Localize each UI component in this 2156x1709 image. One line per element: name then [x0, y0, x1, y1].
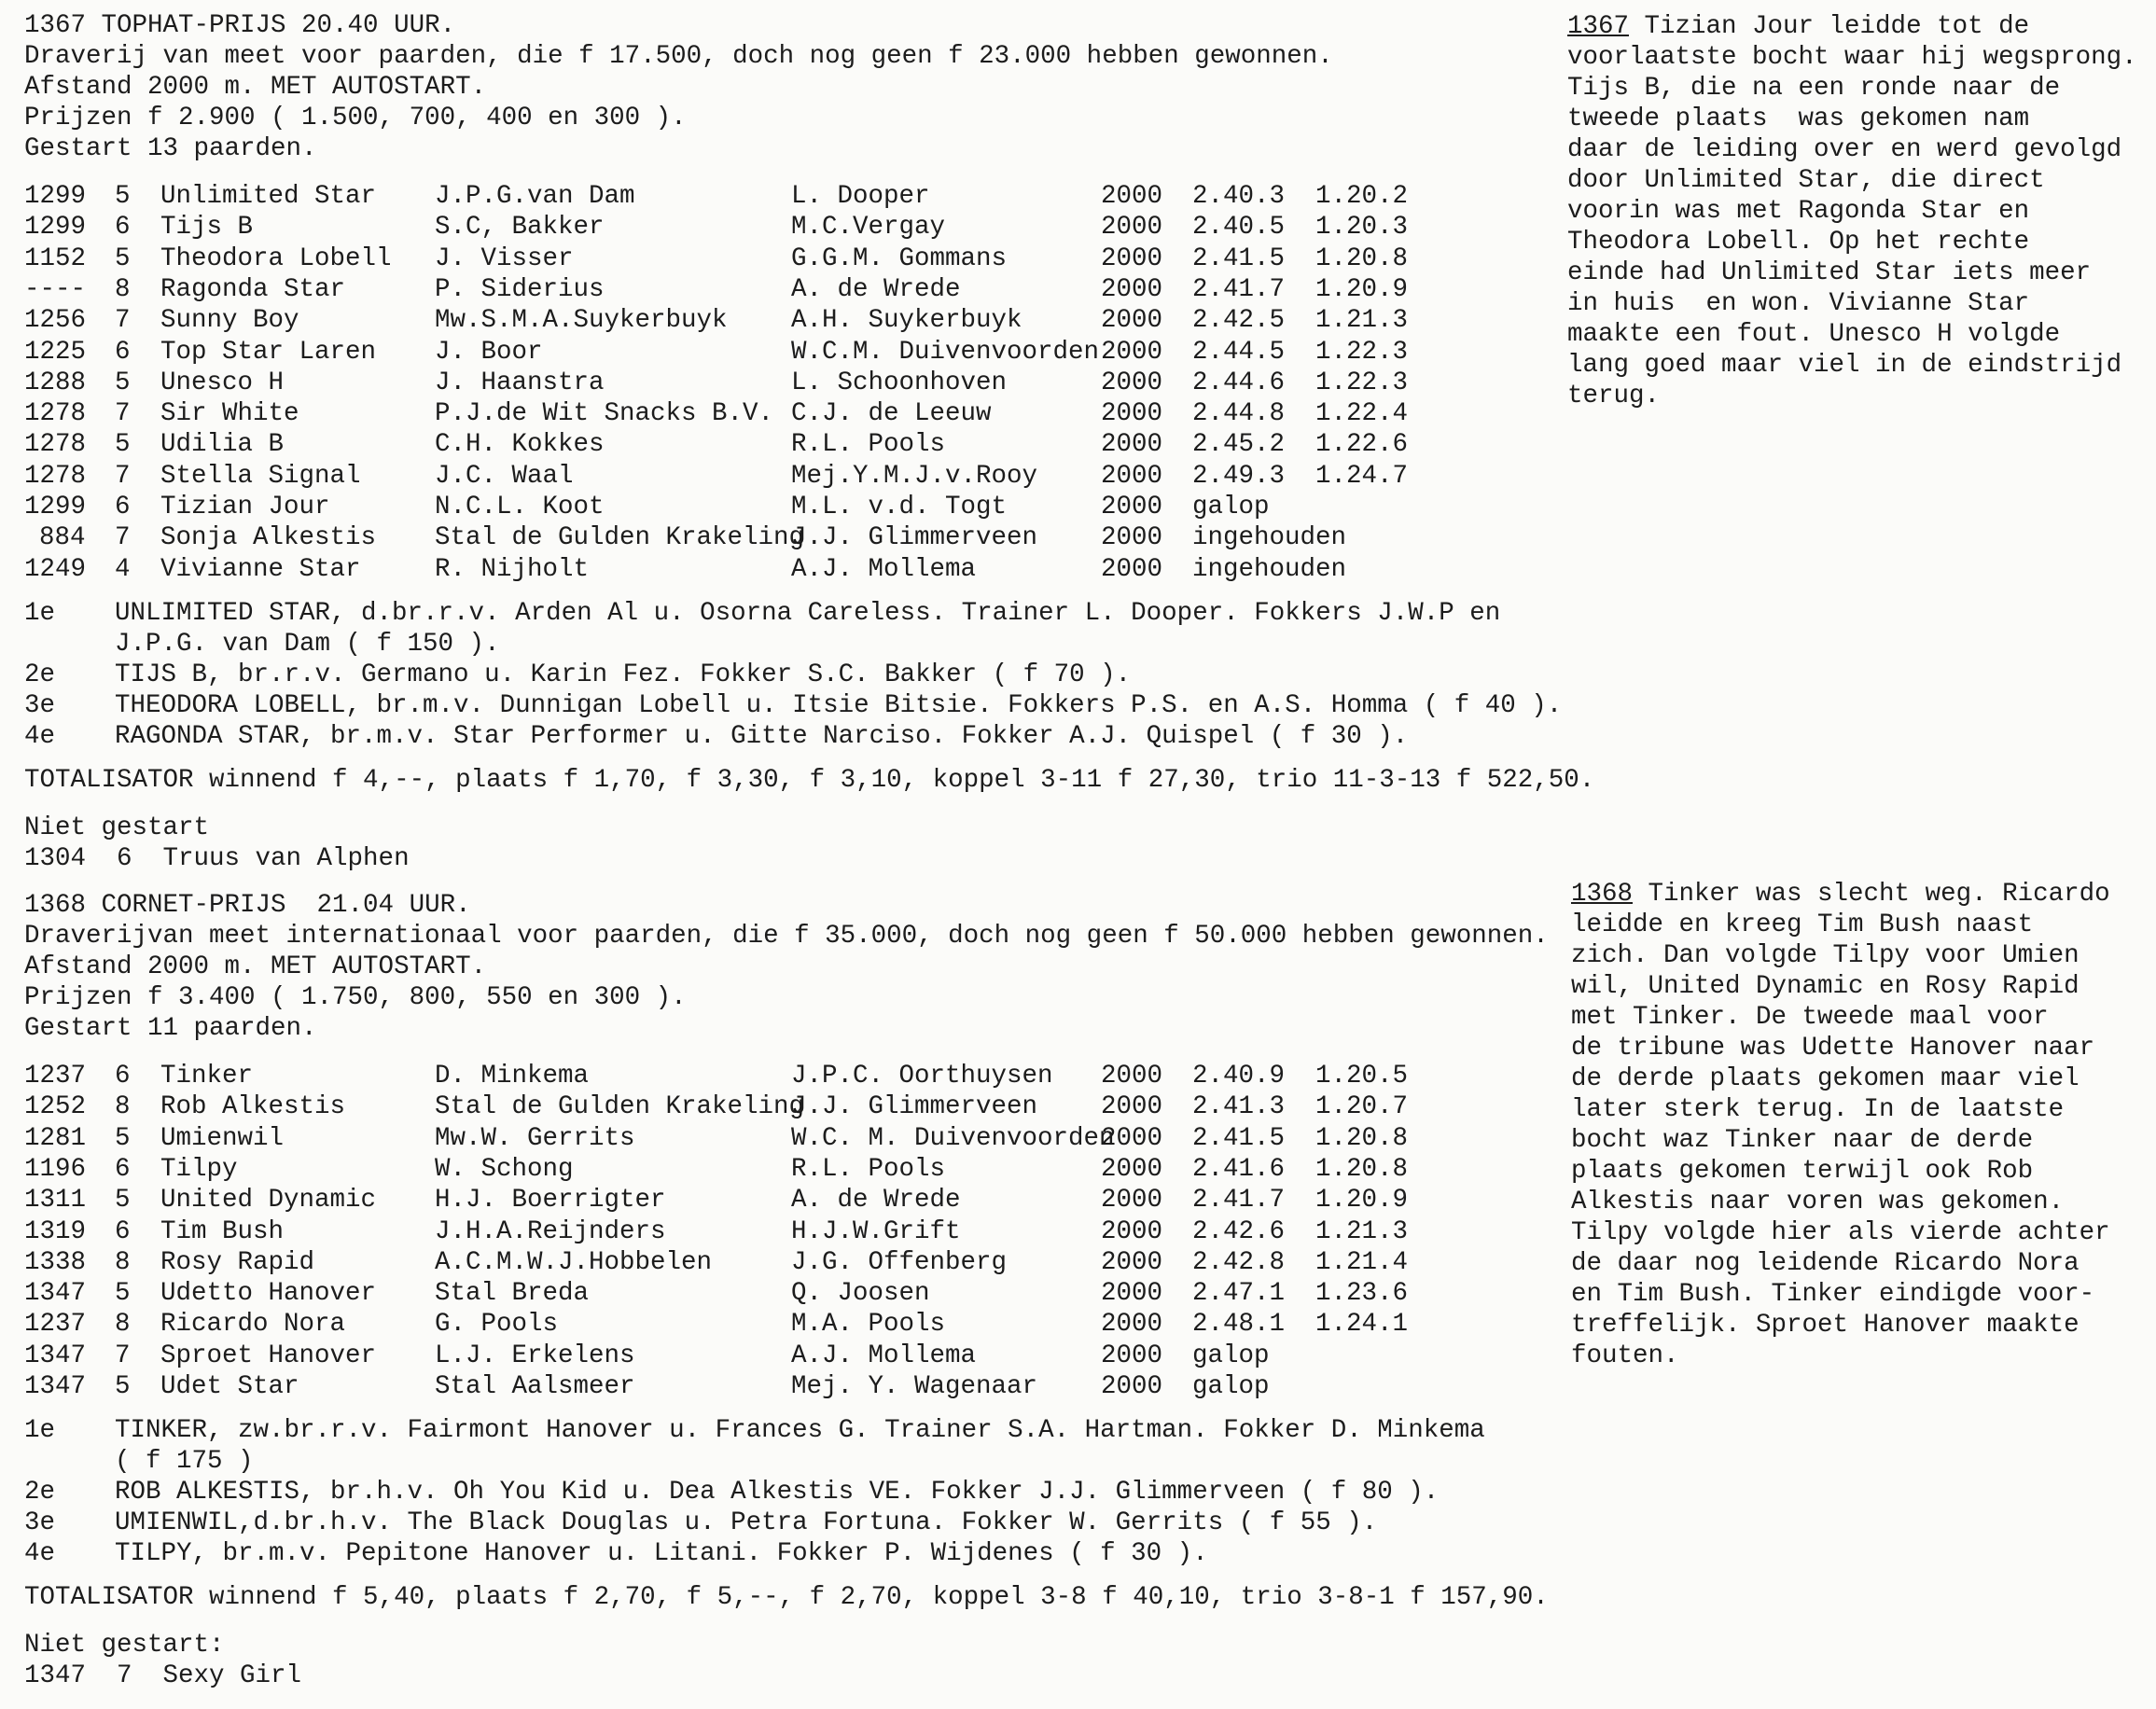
race2-km-time: 1.20.8	[1315, 1123, 1409, 1153]
race2-horse-name: Umienwil	[160, 1123, 285, 1153]
race1-entry-number: 1225	[24, 337, 87, 367]
race1-km-time: 1.22.3	[1315, 368, 1409, 397]
race1-distance: 2000	[1101, 554, 1163, 584]
race2-entry-number: 1347	[24, 1341, 87, 1370]
race2-time: 2.40.9	[1192, 1062, 1286, 1091]
race2-horse-name: Rosy Rapid	[160, 1247, 315, 1277]
race2-owner: Mw.W. Gerrits	[435, 1123, 635, 1153]
race2-placing-label: 4e	[24, 1539, 56, 1569]
race2-age: 8	[115, 1310, 131, 1340]
race1-placing-text: TIJS B, br.r.v. Germano u. Karin Fez. Fokker S.C. Bakker ( f 70 ).	[115, 660, 1132, 689]
race1-distance: 2000	[1101, 430, 1163, 460]
race1-driver: Mej.Y.M.J.v.Rooy	[791, 461, 1038, 491]
race2-placing-text: ( f 175 )	[115, 1447, 254, 1477]
race1-placing-label: 3e	[24, 690, 56, 720]
race2-age: 5	[115, 1186, 131, 1216]
race2-km-time: 1.20.5	[1315, 1062, 1409, 1091]
race1-driver: J.J. Glimmerveen	[791, 523, 1038, 553]
race2-distance: 2000	[1101, 1186, 1163, 1216]
race1-age: 5	[115, 430, 131, 460]
race2-age: 5	[115, 1279, 131, 1309]
race2-header-line: 1368 CORNET-PRIJS 21.04 UUR.	[24, 891, 471, 920]
race1-driver: C.J. de Leeuw	[791, 399, 992, 429]
race1-distance: 2000	[1101, 182, 1163, 211]
race2-km-time: 1.20.8	[1315, 1154, 1409, 1184]
race1-horse-name: Theodora Lobell	[160, 243, 392, 273]
race1-horse-name: Tizian Jour	[160, 493, 330, 521]
race2-distance: 2000	[1101, 1247, 1163, 1277]
race1-owner: S.C, Bakker	[435, 213, 605, 243]
race1-header-line: Afstand 2000 m. MET AUTOSTART.	[24, 73, 487, 102]
race1-owner: J.C. Waal	[435, 461, 574, 491]
race2-distance: 2000	[1101, 1123, 1163, 1153]
race2-time: galop	[1192, 1341, 1270, 1370]
race2-horse-name: Udetto Hanover	[160, 1279, 377, 1309]
race1-horse-name: Sir White	[160, 399, 299, 429]
race1-driver: G.G.M. Gommans	[791, 243, 1008, 273]
race2-distance: 2000	[1101, 1372, 1163, 1401]
race2-entry-number: 1237	[24, 1310, 87, 1340]
race1-driver: L. Dooper	[791, 182, 930, 211]
race2-owner: G. Pools	[435, 1310, 559, 1340]
race2-placing-label: 3e	[24, 1508, 56, 1538]
race2-time: 2.42.8	[1192, 1247, 1286, 1277]
race2-placing-text: ROB ALKESTIS, br.h.v. Oh You Kid u. Dea Alkestis VE. Fokker J.J. Glimmerveen ( f 80 ).	[115, 1478, 1440, 1508]
race1-horse-name: Ragonda Star	[160, 274, 346, 304]
race2-horse-name: Tilpy	[160, 1154, 238, 1184]
race2-time: 2.47.1	[1192, 1279, 1286, 1309]
race1-age: 6	[115, 337, 131, 367]
race2-header-line: Prijzen f 3.400 ( 1.750, 800, 550 en 300 ).	[24, 983, 687, 1012]
race1-horse-name: Sonja Alkestis	[160, 523, 377, 553]
race1-header-line: Prijzen f 2.900 ( 1.500, 700, 400 en 300 ).	[24, 104, 687, 132]
race2-owner: W. Schong	[435, 1154, 574, 1184]
race1-distance: 2000	[1101, 337, 1163, 367]
race2-commentary	[1571, 879, 2110, 1371]
race1-age: 7	[115, 399, 131, 429]
race2-distance: 2000	[1101, 1310, 1163, 1340]
race2-horse-name: United Dynamic	[160, 1186, 377, 1216]
race1-driver: R.L. Pools	[791, 430, 946, 460]
race1-horse-name: Stella Signal	[160, 461, 361, 491]
race2-age: 6	[115, 1062, 131, 1091]
race1-header-line: Draverij van meet voor paarden, die f 17.500, doch nog geen f 23.000 hebben gewonnen.	[24, 42, 1333, 71]
race1-commentary	[1567, 11, 2137, 411]
race2-km-time: 1.20.7	[1315, 1092, 1409, 1122]
race1-driver: M.C.Vergay	[791, 213, 946, 243]
race2-not-started: 1347 7 Sexy Girl	[24, 1661, 302, 1691]
race1-totalisator: TOTALISATOR winnend f 4,--, plaats f 1,70, f 3,30, f 3,10, koppel 3-11 f 27,30, trio 11-3-13 f 522,50.	[24, 765, 1595, 795]
race1-age: 7	[115, 306, 131, 336]
race2-age: 6	[115, 1216, 131, 1246]
race2-placing-label: 1e	[24, 1416, 56, 1446]
race1-age: 5	[115, 368, 131, 397]
race1-header-line: Gestart 13 paarden.	[24, 134, 317, 163]
race1-distance: 2000	[1101, 493, 1163, 521]
race1-driver: A. de Wrede	[791, 274, 961, 304]
race1-time: 2.44.5	[1192, 337, 1286, 367]
race1-horse-name: Udilia B	[160, 430, 285, 460]
race1-km-time: 1.20.3	[1315, 213, 1409, 243]
race2-entry-number: 1347	[24, 1279, 87, 1309]
race1-age: 6	[115, 213, 131, 243]
race2-owner: Stal Breda	[435, 1279, 590, 1309]
race1-owner: P.J.de Wit Snacks B.V.	[435, 399, 774, 429]
race1-distance: 2000	[1101, 213, 1163, 243]
race1-time: galop	[1192, 493, 1270, 521]
race1-owner: J. Haanstra	[435, 368, 605, 397]
race1-age: 6	[115, 493, 131, 521]
race2-distance: 2000	[1101, 1092, 1163, 1122]
race2-driver: H.J.W.Grift	[791, 1216, 961, 1246]
race2-owner: Stal de Gulden Krakeling	[435, 1092, 805, 1122]
race2-age: 5	[115, 1123, 131, 1153]
race1-distance: 2000	[1101, 523, 1163, 553]
race1-km-time: 1.22.3	[1315, 337, 1409, 367]
race2-owner: L.J. Erkelens	[435, 1341, 635, 1370]
race1-driver: A.J. Mollema	[791, 554, 977, 584]
race2-km-time: 1.23.6	[1315, 1279, 1409, 1309]
race2-km-time: 1.20.9	[1315, 1186, 1409, 1216]
race2-owner: Stal Aalsmeer	[435, 1372, 635, 1401]
race2-time: 2.41.5	[1192, 1123, 1286, 1153]
race1-owner: J.P.G.van Dam	[435, 182, 635, 211]
race2-age: 7	[115, 1341, 131, 1370]
race2-age: 8	[115, 1247, 131, 1277]
race1-owner: Mw.S.M.A.Suykerbuyk	[435, 306, 728, 336]
race2-entry-number: 1252	[24, 1092, 87, 1122]
race2-driver: J.P.C. Oorthuysen	[791, 1062, 1053, 1091]
race1-entry-number: ----	[24, 274, 87, 304]
race1-owner: J. Boor	[435, 337, 543, 367]
race2-owner: D. Minkema	[435, 1062, 590, 1091]
race1-time: 2.41.5	[1192, 243, 1286, 273]
race1-placing-label: 2e	[24, 660, 56, 689]
race1-entry-number: 1249	[24, 554, 87, 584]
race1-entry-number: 1256	[24, 306, 87, 336]
race2-horse-name: Sproet Hanover	[160, 1341, 377, 1370]
race2-age: 6	[115, 1154, 131, 1184]
race1-age: 7	[115, 461, 131, 491]
race2-totalisator: TOTALISATOR winnend f 5,40, plaats f 2,70, f 5,--, f 2,70, koppel 3-8 f 40,10, trio 3-8-1 f 157,90.	[24, 1583, 1549, 1613]
race1-horse-name: Unesco H	[160, 368, 285, 397]
race1-time: 2.45.2	[1192, 430, 1286, 460]
race1-time: 2.44.8	[1192, 399, 1286, 429]
race2-header-line: Afstand 2000 m. MET AUTOSTART.	[24, 952, 487, 981]
race1-time: 2.49.3	[1192, 461, 1286, 491]
race1-entry-number: 884	[39, 523, 86, 553]
race1-entry-number: 1278	[24, 399, 87, 429]
race1-km-time: 1.20.9	[1315, 274, 1409, 304]
race1-owner: R. Nijholt	[435, 554, 590, 584]
race2-owner: J.H.A.Reijnders	[435, 1216, 666, 1246]
race1-km-time: 1.21.3	[1315, 306, 1409, 336]
race1-age: 8	[115, 274, 131, 304]
race1-entry-number: 1152	[24, 243, 87, 273]
race2-driver: W.C. M. Duivenvoorden	[791, 1123, 1115, 1153]
race1-km-time: 1.22.4	[1315, 399, 1409, 429]
race2-entry-number: 1311	[24, 1186, 87, 1216]
race1-distance: 2000	[1101, 368, 1163, 397]
race2-time: 2.41.3	[1192, 1092, 1286, 1122]
race2-distance: 2000	[1101, 1341, 1163, 1370]
race1-placing-text: UNLIMITED STAR, d.br.r.v. Arden Al u. Osorna Careless. Trainer L. Dooper. Fokkers J.W.P en	[115, 598, 1501, 628]
race1-header-line: 1367 TOPHAT-PRIJS 20.40 UUR.	[24, 11, 456, 40]
race1-km-time: 1.24.7	[1315, 461, 1409, 491]
race1-distance: 2000	[1101, 461, 1163, 491]
race1-km-time: 1.20.2	[1315, 182, 1409, 211]
race1-commentary-number: 1367	[1567, 12, 1630, 41]
race2-driver: Q. Joosen	[791, 1279, 930, 1309]
race2-entry-number: 1347	[24, 1372, 87, 1401]
race1-distance: 2000	[1101, 399, 1163, 429]
race1-entry-number: 1299	[24, 493, 87, 521]
race2-horse-name: Rob Alkestis	[160, 1092, 346, 1122]
race2-entry-number: 1319	[24, 1216, 87, 1246]
race2-km-time: 1.21.4	[1315, 1247, 1409, 1277]
race2-driver: M.A. Pools	[791, 1310, 946, 1340]
race1-driver: M.L. v.d. Togt	[791, 493, 1008, 521]
race1-entry-number: 1278	[24, 461, 87, 491]
race2-km-time: 1.21.3	[1315, 1216, 1409, 1246]
race1-distance: 2000	[1101, 274, 1163, 304]
race2-distance: 2000	[1101, 1154, 1163, 1184]
race2-entry-number: 1281	[24, 1123, 87, 1153]
race2-driver: Mej. Y. Wagenaar	[791, 1372, 1038, 1401]
race1-driver: A.H. Suykerbuyk	[791, 306, 1022, 336]
race1-placing-text: THEODORA LOBELL, br.m.v. Dunnigan Lobell u. Itsie Bitsie. Fokkers P.S. en A.S. Homma ( f 40 ).	[115, 690, 1563, 720]
race1-distance: 2000	[1101, 243, 1163, 273]
race1-commentary-text: Tizian Jour leidde tot de voorlaatste bocht waar hij wegsprong. Tijs B, die na een ronde naar de tweede plaats was gekomen nam daar de leiding over en werd gevolgd door Unlimited Star, die direct voorin was met Ragonda Star en Theodora Lobell. Op het rechte einde had Unlimited Star iets meer in huis en won. Vivianne Star maakte een fout. Unesco H volgde lang goed maar viel in de eindstrijd terug.	[1567, 12, 2137, 410]
race2-not-started-label: Niet gestart:	[24, 1631, 225, 1660]
race1-owner: J. Visser	[435, 243, 574, 273]
race1-driver: L. Schoonhoven	[791, 368, 1008, 397]
race2-time: 2.41.7	[1192, 1186, 1286, 1216]
race2-age: 8	[115, 1092, 131, 1122]
race1-owner: Stal de Gulden Krakeling	[435, 523, 805, 553]
race1-horse-name: Top Star Laren	[160, 337, 377, 367]
race2-time: 2.41.6	[1192, 1154, 1286, 1184]
race1-time: ingehouden	[1192, 554, 1347, 584]
race1-horse-name: Sunny Boy	[160, 306, 299, 336]
race2-owner: A.C.M.W.J.Hobbelen	[435, 1247, 713, 1277]
race1-age: 5	[115, 243, 131, 273]
race1-entry-number: 1288	[24, 368, 87, 397]
race2-time: 2.42.6	[1192, 1216, 1286, 1246]
race2-placing-text: TINKER, zw.br.r.v. Fairmont Hanover u. Frances G. Trainer S.A. Hartman. Fokker D. Minkema	[115, 1416, 1485, 1446]
race1-not-started: 1304 6 Truus van Alphen	[24, 843, 410, 873]
race1-placing-label: 1e	[24, 598, 56, 628]
race1-km-time: 1.22.6	[1315, 430, 1409, 460]
race1-entry-number: 1278	[24, 430, 87, 460]
race1-not-started-label: Niet gestart	[24, 813, 210, 842]
race2-time: 2.48.1	[1192, 1310, 1286, 1340]
race2-owner: H.J. Boerrigter	[435, 1186, 666, 1216]
race1-age: 5	[115, 182, 131, 211]
race1-time: 2.42.5	[1192, 306, 1286, 336]
race1-owner: C.H. Kokkes	[435, 430, 605, 460]
race1-placing-text: J.P.G. van Dam ( f 150 ).	[115, 629, 500, 659]
race2-entry-number: 1196	[24, 1154, 87, 1184]
race2-placing-text: UMIENWIL,d.br.h.v. The Black Douglas u. Petra Fortuna. Fokker W. Gerrits ( f 55 ).	[115, 1508, 1378, 1538]
race1-distance: 2000	[1101, 306, 1163, 336]
race2-commentary-text: Tinker was slecht weg. Ricardo leidde en kreeg Tim Bush naast zich. Dan volgde Tilpy voor Umien wil, United Dynamic en Rosy Rapid met Tinker. De tweede maal voor de tribune was Udette Hanover naar de derde plaats gekomen maar viel later sterk terug. In de laatste bocht waz Tinker naar de derde plaats gekomen terwijl ook Rob Alkestis naar voren was gekomen. Tilpy volgde hier als vierde achter de daar nog leidende Ricardo Nora en Tim Bush. Tinker eindigde voor- treffelijk. Sproet Hanover maakte fouten.	[1571, 880, 2110, 1370]
race2-horse-name: Ricardo Nora	[160, 1310, 346, 1340]
race1-owner: N.C.L. Koot	[435, 493, 605, 521]
race2-placing-text: TILPY, br.m.v. Pepitone Hanover u. Litani. Fokker P. Wijdenes ( f 30 ).	[115, 1539, 1208, 1569]
race2-distance: 2000	[1101, 1216, 1163, 1246]
race2-header-line: Gestart 11 paarden.	[24, 1014, 317, 1043]
race2-km-time: 1.24.1	[1315, 1310, 1409, 1340]
race1-time: 2.44.6	[1192, 368, 1286, 397]
race1-entry-number: 1299	[24, 213, 87, 243]
race2-driver: J.J. Glimmerveen	[791, 1092, 1038, 1122]
race2-commentary-number: 1368	[1571, 880, 1634, 909]
race2-entry-number: 1338	[24, 1247, 87, 1277]
race2-distance: 2000	[1101, 1279, 1163, 1309]
race2-age: 5	[115, 1372, 131, 1401]
race1-time: 2.41.7	[1192, 274, 1286, 304]
race1-driver: W.C.M. Duivenvoorden	[791, 337, 1100, 367]
race1-entry-number: 1299	[24, 182, 87, 211]
race1-age: 4	[115, 554, 131, 584]
race1-owner: P. Siderius	[435, 274, 605, 304]
race2-driver: A. de Wrede	[791, 1186, 961, 1216]
race2-horse-name: Udet Star	[160, 1372, 299, 1401]
race2-driver: J.G. Offenberg	[791, 1247, 1008, 1277]
race2-driver: R.L. Pools	[791, 1154, 946, 1184]
race2-driver: A.J. Mollema	[791, 1341, 977, 1370]
race1-horse-name: Vivianne Star	[160, 554, 361, 584]
race2-horse-name: Tinker	[160, 1062, 254, 1091]
race1-placing-text: RAGONDA STAR, br.m.v. Star Performer u. Gitte Narciso. Fokker A.J. Quispel ( f 30 ).	[115, 721, 1409, 751]
race2-horse-name: Tim Bush	[160, 1216, 285, 1246]
race1-km-time: 1.20.8	[1315, 243, 1409, 273]
race1-placing-label: 4e	[24, 721, 56, 751]
race1-age: 7	[115, 523, 131, 553]
race1-horse-name: Unlimited Star	[160, 182, 377, 211]
race2-distance: 2000	[1101, 1062, 1163, 1091]
race2-placing-label: 2e	[24, 1478, 56, 1508]
race2-header-line: Draverijvan meet internationaal voor paarden, die f 35.000, doch nog geen f 50.000 hebben gewonnen.	[24, 922, 1549, 951]
race1-time: 2.40.5	[1192, 213, 1286, 243]
race1-horse-name: Tijs B	[160, 213, 254, 243]
race2-entry-number: 1237	[24, 1062, 87, 1091]
race2-time: galop	[1192, 1372, 1270, 1401]
race1-time: 2.40.3	[1192, 182, 1286, 211]
race1-time: ingehouden	[1192, 523, 1347, 553]
